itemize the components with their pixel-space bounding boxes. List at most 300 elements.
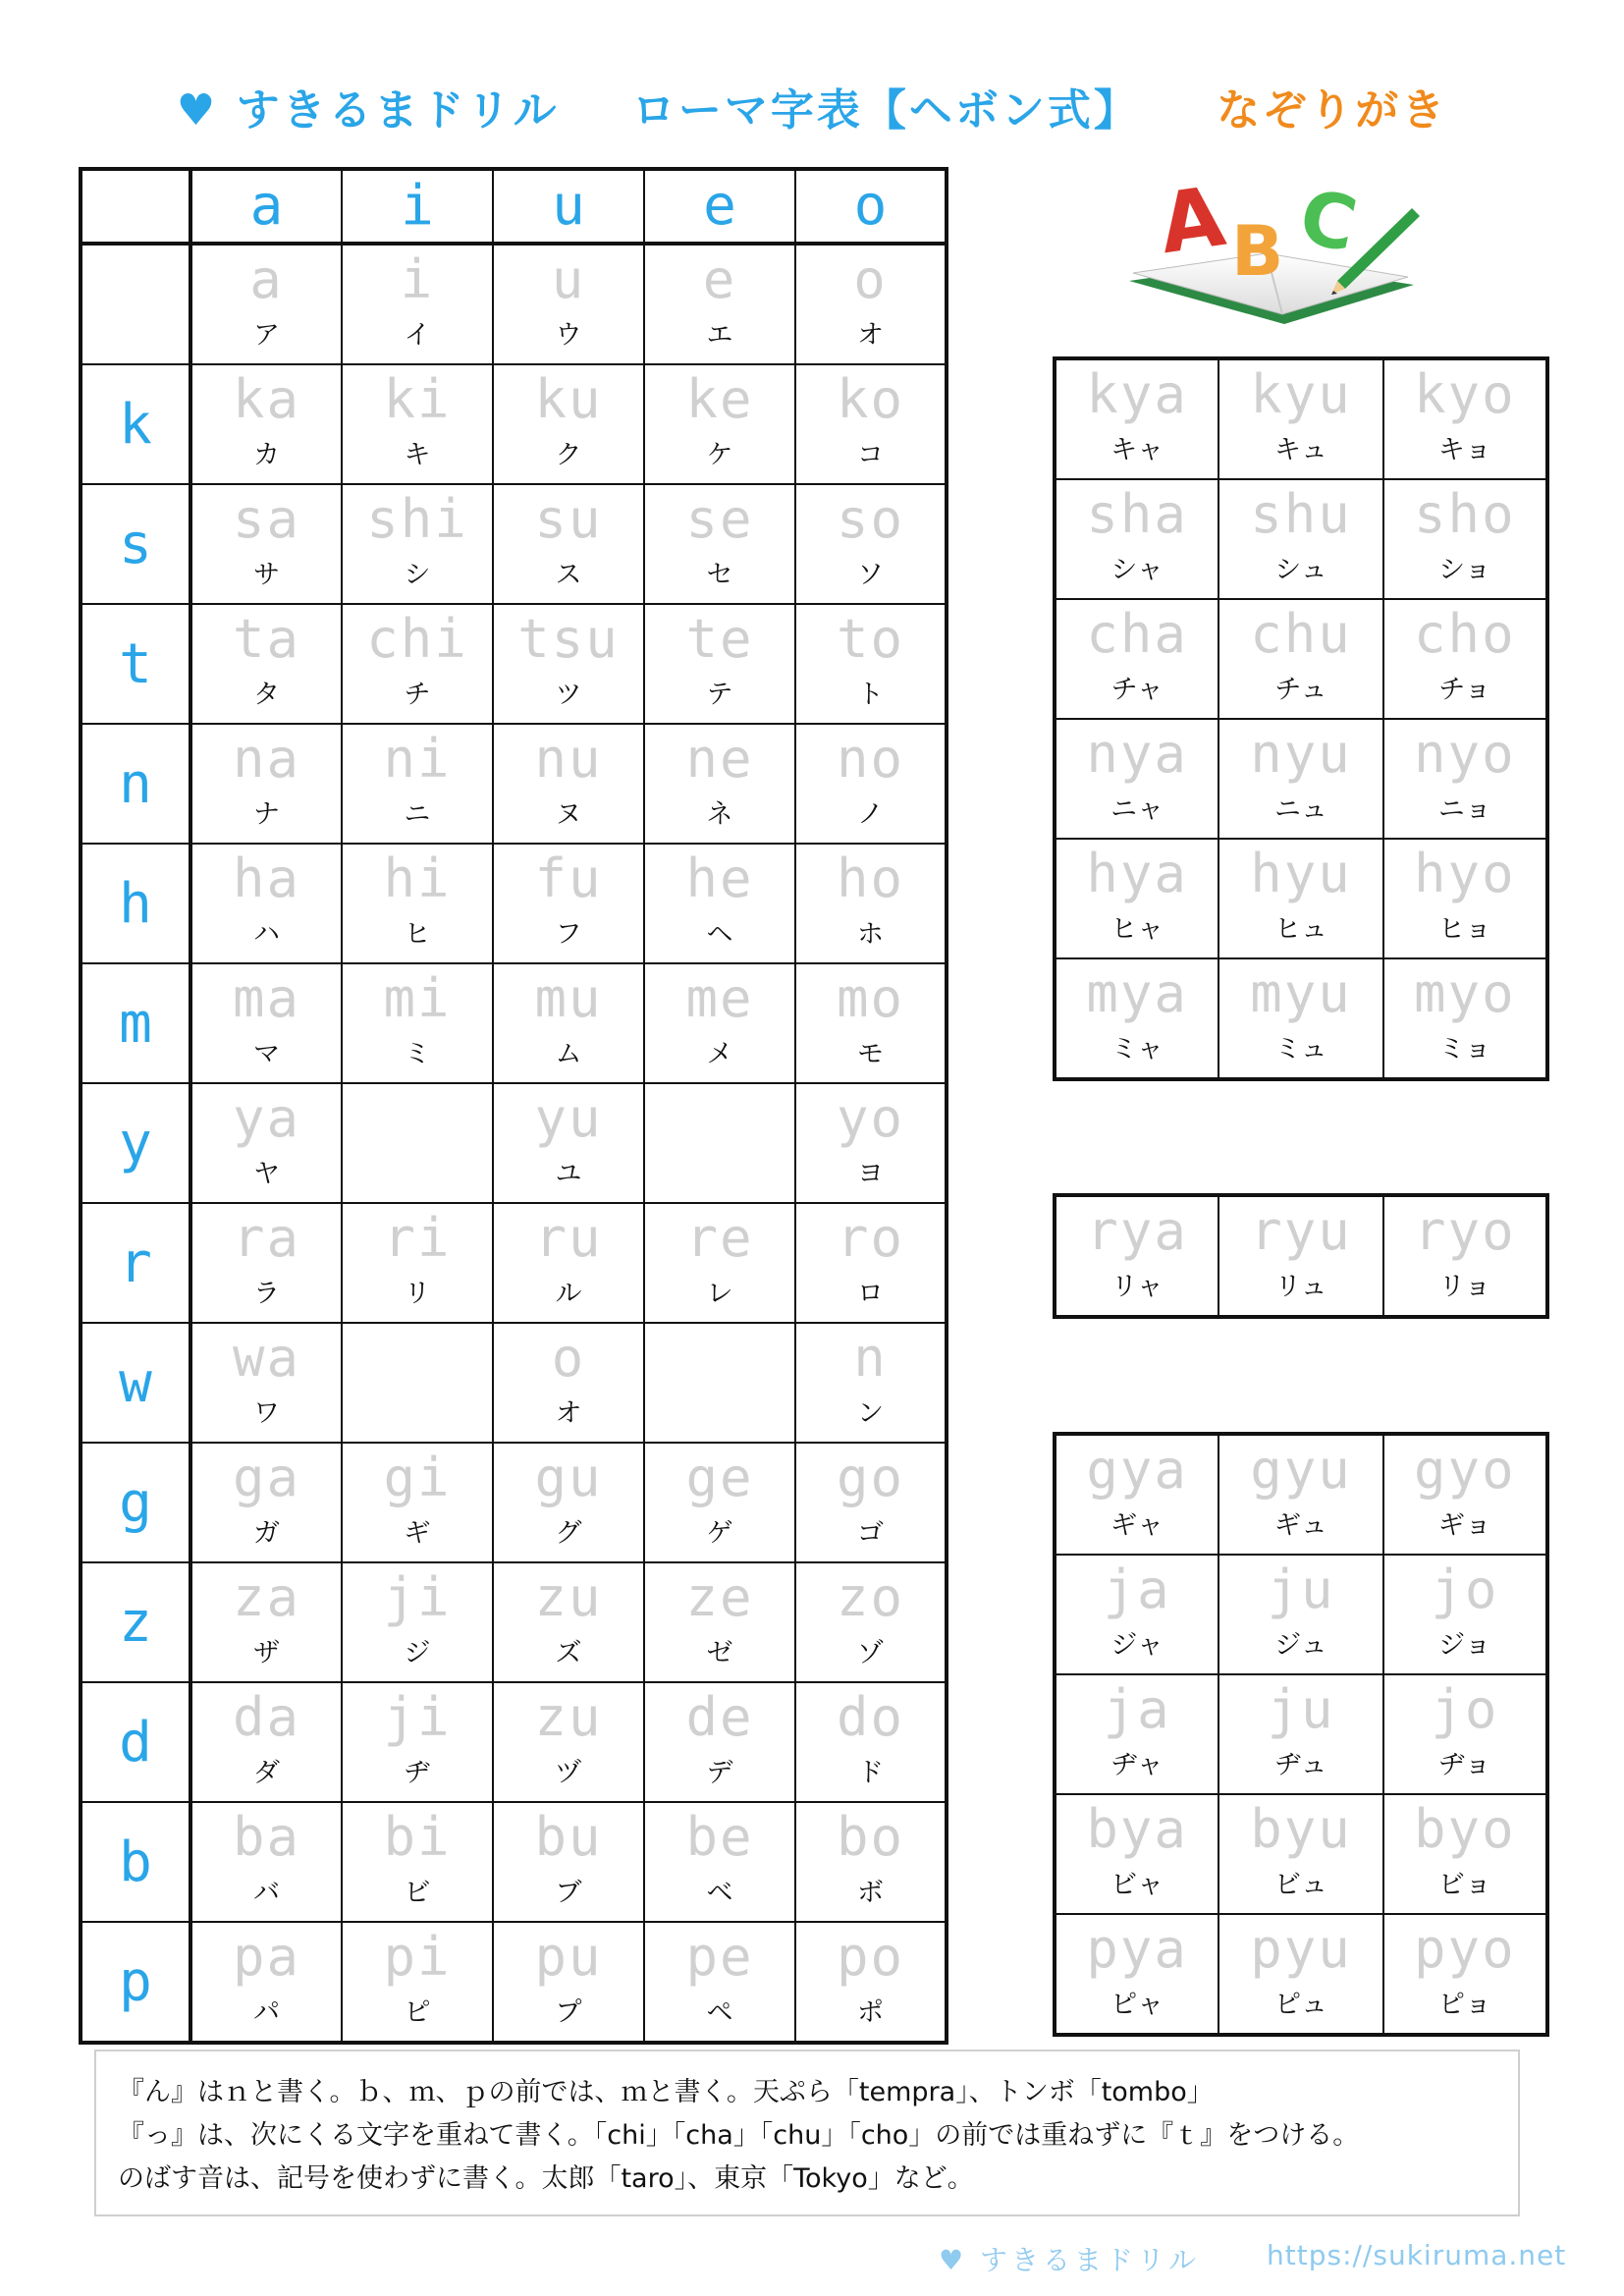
romaji-trace: zu xyxy=(534,1566,603,1628)
romaji-trace: pu xyxy=(534,1926,603,1988)
romaji-cell xyxy=(493,1203,644,1323)
row-header xyxy=(81,1802,190,1922)
youon-cell xyxy=(1218,1914,1382,2035)
romaji-trace: byu xyxy=(1250,1798,1352,1860)
katakana: ヂャ xyxy=(1110,1750,1164,1780)
table-name: ローマ字表【ヘボン式】 xyxy=(631,85,1140,136)
katakana: ラ xyxy=(253,1279,280,1309)
romaji-trace: gi xyxy=(383,1447,452,1508)
table-row xyxy=(81,1083,947,1203)
romaji-trace: mi xyxy=(383,967,452,1029)
katakana: ノ xyxy=(857,799,884,830)
romaji-cell xyxy=(342,1562,493,1682)
katakana: リャ xyxy=(1110,1272,1164,1302)
romaji-trace: rya xyxy=(1086,1200,1188,1262)
romaji-cell xyxy=(795,1323,947,1443)
vowel-label: i xyxy=(401,174,434,238)
romaji-cell xyxy=(493,844,644,963)
katakana: ヒ xyxy=(404,919,431,950)
romaji-cell xyxy=(644,1682,795,1802)
romaji-cell xyxy=(493,1682,644,1802)
romaji-cell xyxy=(644,604,795,724)
table-row xyxy=(81,1922,947,2043)
katakana: ジュ xyxy=(1274,1630,1327,1661)
row-header xyxy=(81,1562,190,1682)
romaji-trace: hya xyxy=(1086,843,1188,904)
romaji-trace: sho xyxy=(1414,483,1516,545)
romaji-cell xyxy=(795,1083,947,1203)
youon-cell xyxy=(1055,358,1218,479)
romaji-cell xyxy=(342,1802,493,1922)
vowel-header xyxy=(795,169,947,244)
romaji-cell xyxy=(342,1323,493,1443)
youon-cell xyxy=(1383,839,1547,958)
katakana: ミョ xyxy=(1438,1034,1491,1065)
katakana: メ xyxy=(706,1039,733,1069)
katakana: チュ xyxy=(1274,675,1327,705)
katakana: ミ xyxy=(404,1039,431,1069)
katakana: シ xyxy=(404,560,431,590)
katakana: ギ xyxy=(404,1518,431,1549)
youon-cell xyxy=(1218,599,1382,719)
youon-cell xyxy=(1055,1195,1218,1317)
romaji-cell xyxy=(644,1323,795,1443)
romaji-cell xyxy=(644,1922,795,2043)
youon-cell xyxy=(1383,1914,1547,2035)
romaji-cell xyxy=(190,364,342,484)
romaji-cell xyxy=(795,244,947,364)
romaji-cell xyxy=(493,364,644,484)
romaji-cell xyxy=(342,844,493,963)
romaji-trace: jo xyxy=(1431,1558,1499,1620)
consonant-label: b xyxy=(119,1830,152,1894)
romaji-cell xyxy=(342,244,493,364)
romaji-cell xyxy=(190,1682,342,1802)
youon-cell xyxy=(1218,1195,1382,1317)
katakana: ス xyxy=(555,560,582,590)
katakana: レ xyxy=(706,1279,733,1309)
vowel-header xyxy=(190,169,342,244)
romaji-trace: mya xyxy=(1086,962,1188,1024)
romaji-trace: so xyxy=(836,488,905,550)
romaji-trace: ma xyxy=(232,967,301,1029)
romaji-trace: ju xyxy=(1267,1678,1335,1740)
consonant-label: p xyxy=(119,1949,152,2014)
romaji-trace: ze xyxy=(685,1566,754,1628)
romaji-trace: ne xyxy=(685,728,754,790)
katakana: ジャ xyxy=(1110,1630,1164,1661)
row-header xyxy=(81,484,190,604)
romaji-cell xyxy=(190,1323,342,1443)
romaji-trace: na xyxy=(232,728,301,790)
romaji-cell xyxy=(190,724,342,844)
romaji-trace: hi xyxy=(383,847,452,909)
table-row xyxy=(1055,479,1547,599)
romaji-trace: ri xyxy=(383,1207,452,1269)
youon-cell xyxy=(1383,599,1547,719)
consonant-label: h xyxy=(119,871,152,936)
romaji-main-table xyxy=(79,167,948,2045)
romaji-cell xyxy=(190,963,342,1083)
youon-cell xyxy=(1218,839,1382,958)
romaji-cell xyxy=(644,844,795,963)
romaji-cell xyxy=(493,1323,644,1443)
katakana: キョ xyxy=(1437,435,1491,465)
romaji-cell xyxy=(644,484,795,604)
romaji-trace: nyo xyxy=(1414,723,1516,785)
katakana: ボ xyxy=(857,1878,884,1908)
katakana: シュ xyxy=(1274,555,1327,585)
romaji-cell xyxy=(644,244,795,364)
youon-cell xyxy=(1383,479,1547,599)
romaji-trace: da xyxy=(232,1686,301,1748)
romaji-trace: ryo xyxy=(1414,1200,1516,1262)
youon-cell xyxy=(1383,1555,1547,1674)
consonant-label: g xyxy=(119,1470,152,1535)
romaji-trace: wa xyxy=(232,1327,301,1389)
youon-cell xyxy=(1383,1195,1547,1317)
romaji-cell xyxy=(190,1562,342,1682)
romaji-cell xyxy=(190,244,342,364)
romaji-cell xyxy=(190,1922,342,2043)
romaji-trace: go xyxy=(836,1447,905,1508)
katakana: ギョ xyxy=(1437,1510,1491,1541)
romaji-trace: gya xyxy=(1086,1439,1188,1501)
youon-cell xyxy=(1055,719,1218,839)
page-title xyxy=(0,75,1624,134)
romaji-cell xyxy=(644,1443,795,1562)
romaji-trace: bya xyxy=(1086,1798,1188,1860)
katakana: ウ xyxy=(555,320,582,351)
mode-label: なぞりがき xyxy=(1217,85,1448,136)
youon-cell xyxy=(1055,599,1218,719)
table-row xyxy=(81,1443,947,1562)
romaji-trace: pi xyxy=(383,1926,452,1988)
row-header xyxy=(81,844,190,963)
katakana: リュ xyxy=(1274,1272,1327,1302)
romaji-cell xyxy=(795,963,947,1083)
table-row xyxy=(81,1682,947,1802)
consonant-label: k xyxy=(119,392,152,457)
romaji-trace: ku xyxy=(534,368,603,430)
katakana: フ xyxy=(555,919,582,950)
romaji-cell xyxy=(190,484,342,604)
katakana: ヘ xyxy=(706,919,733,950)
katakana: ヂュ xyxy=(1274,1750,1327,1780)
romaji-trace: fu xyxy=(534,847,603,909)
romaji-trace: ke xyxy=(685,368,754,430)
romaji-trace: po xyxy=(836,1926,905,1988)
table-row xyxy=(81,844,947,963)
romaji-trace: mo xyxy=(836,967,905,1029)
katakana: ポ xyxy=(857,1997,884,2028)
romaji-trace: ge xyxy=(685,1447,754,1508)
notes-box xyxy=(94,2050,1520,2216)
romaji-trace: myo xyxy=(1414,962,1516,1024)
romaji-trace: nyu xyxy=(1250,723,1352,785)
romaji-trace: me xyxy=(685,967,754,1029)
katakana: テ xyxy=(706,680,733,710)
katakana: イ xyxy=(404,320,431,351)
romaji-trace: pyo xyxy=(1414,1918,1516,1980)
romaji-trace: tsu xyxy=(517,608,620,670)
katakana: ゴ xyxy=(857,1518,884,1549)
romaji-trace: gyo xyxy=(1414,1439,1516,1501)
romaji-trace: gyu xyxy=(1250,1439,1352,1501)
katakana: ゲ xyxy=(706,1518,733,1549)
romaji-cell xyxy=(644,1083,795,1203)
katakana: ク xyxy=(555,440,582,470)
katakana: エ xyxy=(706,320,733,351)
katakana: オ xyxy=(555,1398,582,1429)
youon-cell xyxy=(1055,1674,1218,1794)
katakana: ニ xyxy=(404,799,431,830)
katakana: ザ xyxy=(253,1638,280,1668)
table-row xyxy=(1055,599,1547,719)
table-row xyxy=(1055,1434,1547,1555)
romaji-trace: bo xyxy=(836,1806,905,1868)
youon-cell xyxy=(1055,479,1218,599)
romaji-trace: hyo xyxy=(1414,843,1516,904)
romaji-trace: ko xyxy=(836,368,905,430)
logo-letter-a: A xyxy=(1154,168,1231,273)
romaji-trace: o xyxy=(853,248,888,310)
katakana: ブ xyxy=(555,1878,582,1908)
romaji-trace: ho xyxy=(836,847,905,909)
katakana: ピョ xyxy=(1437,1990,1491,2020)
youon-cell xyxy=(1218,719,1382,839)
vowel-header xyxy=(493,169,644,244)
romaji-trace: i xyxy=(400,248,435,310)
romaji-trace: zo xyxy=(836,1566,905,1628)
youon-cell xyxy=(1055,839,1218,958)
romaji-trace: e xyxy=(702,248,737,310)
katakana: プ xyxy=(555,1997,582,2028)
footer-url[interactable]: https://sukiruma.net xyxy=(1267,2239,1567,2271)
romaji-trace: a xyxy=(249,248,284,310)
consonant-label: r xyxy=(119,1230,152,1295)
katakana: ペ xyxy=(706,1997,733,2028)
romaji-trace: sa xyxy=(232,488,301,550)
romaji-trace: jo xyxy=(1431,1678,1499,1740)
katakana: カ xyxy=(253,440,280,470)
youon-table-3 xyxy=(1053,1432,1549,2037)
vowel-label: e xyxy=(703,174,736,238)
table-row xyxy=(81,364,947,484)
katakana: ネ xyxy=(706,799,733,830)
romaji-trace: cho xyxy=(1414,603,1516,665)
romaji-trace: yu xyxy=(534,1087,603,1149)
katakana: ワ xyxy=(253,1398,280,1429)
row-header xyxy=(81,364,190,484)
romaji-trace: no xyxy=(836,728,905,790)
katakana: シャ xyxy=(1110,555,1164,585)
youon-cell xyxy=(1218,1434,1382,1555)
table-row xyxy=(81,1562,947,1682)
romaji-cell xyxy=(493,1443,644,1562)
romaji-cell xyxy=(644,963,795,1083)
romaji-trace: su xyxy=(534,488,603,550)
katakana: ミャ xyxy=(1110,1034,1164,1065)
romaji-trace: kyo xyxy=(1414,363,1516,425)
romaji-trace: re xyxy=(685,1207,754,1269)
romaji-cell xyxy=(644,1802,795,1922)
romaji-cell xyxy=(795,1922,947,2043)
katakana: ユ xyxy=(555,1159,582,1189)
katakana: ギュ xyxy=(1273,1510,1327,1541)
romaji-cell xyxy=(795,604,947,724)
romaji-cell xyxy=(493,1562,644,1682)
romaji-cell xyxy=(644,1203,795,1323)
youon-cell xyxy=(1055,1794,1218,1914)
youon-cell xyxy=(1383,958,1547,1079)
romaji-cell xyxy=(644,724,795,844)
youon-cell xyxy=(1218,479,1382,599)
romaji-trace: za xyxy=(232,1566,301,1628)
romaji-cell xyxy=(342,1922,493,2043)
katakana: セ xyxy=(706,560,733,590)
romaji-cell xyxy=(190,844,342,963)
romaji-cell xyxy=(795,1203,947,1323)
table-row xyxy=(81,1203,947,1323)
youon-cell xyxy=(1383,719,1547,839)
romaji-trace: ha xyxy=(232,847,301,909)
romaji-cell xyxy=(644,364,795,484)
consonant-label: d xyxy=(119,1710,152,1775)
katakana: ド xyxy=(857,1758,884,1788)
youon-cell xyxy=(1055,1914,1218,2035)
romaji-trace: chu xyxy=(1250,603,1352,665)
romaji-trace: te xyxy=(685,608,754,670)
table-row xyxy=(81,244,947,364)
romaji-trace: o xyxy=(551,1327,586,1389)
table-row xyxy=(81,1802,947,1922)
note-line: 『ん』はｎと書く。ｂ、ｍ、ｐの前では、ｍと書く。天ぷら「tempra」、トンボ「tombo」 xyxy=(118,2077,1214,2107)
table-row xyxy=(1055,719,1547,839)
katakana: オ xyxy=(857,320,884,351)
romaji-cell xyxy=(493,724,644,844)
consonant-label: m xyxy=(119,991,152,1056)
romaji-cell xyxy=(795,724,947,844)
table-row xyxy=(1055,1794,1547,1914)
youon-cell xyxy=(1383,1434,1547,1555)
katakana: ズ xyxy=(555,1638,582,1668)
table-row xyxy=(81,724,947,844)
romaji-trace: pe xyxy=(685,1926,754,1988)
romaji-trace: ru xyxy=(534,1207,603,1269)
katakana: ゾ xyxy=(857,1638,884,1668)
katakana: グ xyxy=(555,1518,582,1549)
romaji-cell xyxy=(342,1203,493,1323)
katakana: コ xyxy=(857,440,884,470)
katakana: ショ xyxy=(1438,555,1491,585)
katakana: ピャ xyxy=(1110,1990,1164,2020)
katakana: チャ xyxy=(1110,675,1164,705)
katakana: サ xyxy=(253,560,280,590)
logo-letter-b: B xyxy=(1231,211,1284,292)
row-header xyxy=(81,604,190,724)
romaji-trace: shu xyxy=(1250,483,1352,545)
romaji-trace: nu xyxy=(534,728,603,790)
romaji-trace: ro xyxy=(836,1207,905,1269)
youon-cell xyxy=(1218,358,1382,479)
youon-cell xyxy=(1218,958,1382,1079)
romaji-cell xyxy=(493,963,644,1083)
note-line: のばす音は、記号を使わずに書く。太郎「taro」、東京「Tokyo」など。 xyxy=(118,2163,974,2194)
katakana: チ xyxy=(404,680,431,710)
table-row xyxy=(1055,958,1547,1079)
katakana: バ xyxy=(253,1878,280,1908)
table-row xyxy=(1055,1195,1547,1317)
romaji-trace: pyu xyxy=(1250,1918,1352,1980)
romaji-trace: do xyxy=(836,1686,905,1748)
romaji-cell xyxy=(342,963,493,1083)
youon-cell xyxy=(1383,1674,1547,1794)
youon-table-2 xyxy=(1053,1193,1549,1319)
romaji-trace: byo xyxy=(1414,1798,1516,1860)
romaji-trace: chi xyxy=(366,608,468,670)
consonant-label: y xyxy=(119,1111,152,1175)
romaji-cell xyxy=(644,1562,795,1682)
romaji-cell xyxy=(795,364,947,484)
romaji-cell xyxy=(342,484,493,604)
row-header xyxy=(81,1682,190,1802)
romaji-trace: ki xyxy=(383,368,452,430)
romaji-cell xyxy=(190,604,342,724)
table-row xyxy=(1055,839,1547,958)
youon-cell xyxy=(1055,958,1218,1079)
katakana: ベ xyxy=(706,1878,733,1908)
romaji-trace: cha xyxy=(1086,603,1188,665)
consonant-label: z xyxy=(119,1590,152,1655)
katakana: ジョ xyxy=(1438,1630,1491,1661)
vowel-header xyxy=(644,169,795,244)
katakana: ピュ xyxy=(1273,1990,1327,2020)
romaji-trace: to xyxy=(836,608,905,670)
katakana: ハ xyxy=(253,919,280,950)
katakana: ニョ xyxy=(1437,794,1491,825)
katakana: キュ xyxy=(1273,435,1327,465)
romaji-cell xyxy=(342,1443,493,1562)
romaji-trace: ju xyxy=(1267,1558,1335,1620)
romaji-cell xyxy=(493,1083,644,1203)
katakana: ア xyxy=(253,320,280,351)
katakana: ギャ xyxy=(1110,1510,1164,1541)
romaji-trace: ta xyxy=(232,608,301,670)
romaji-cell xyxy=(493,1922,644,2043)
katakana: ホ xyxy=(857,919,884,950)
romaji-trace: zu xyxy=(534,1686,603,1748)
romaji-trace: mu xyxy=(534,967,603,1029)
youon-cell xyxy=(1218,1674,1382,1794)
katakana: ヅ xyxy=(555,1758,582,1788)
romaji-trace: ja xyxy=(1103,1558,1171,1620)
romaji-trace: u xyxy=(551,248,586,310)
romaji-cell xyxy=(795,1802,947,1922)
romaji-trace: ga xyxy=(232,1447,301,1508)
katakana: パ xyxy=(253,1997,280,2028)
vowel-label: a xyxy=(249,174,284,238)
romaji-trace: shi xyxy=(366,488,468,550)
katakana: ム xyxy=(555,1039,582,1069)
romaji-cell xyxy=(342,1682,493,1802)
abc-book-logo xyxy=(1117,165,1426,342)
katakana: ソ xyxy=(857,560,884,590)
romaji-trace: de xyxy=(685,1686,754,1748)
romaji-trace: sha xyxy=(1086,483,1188,545)
footer-brand: ♥ すきるまドリル xyxy=(939,2244,1201,2276)
row-header xyxy=(81,724,190,844)
